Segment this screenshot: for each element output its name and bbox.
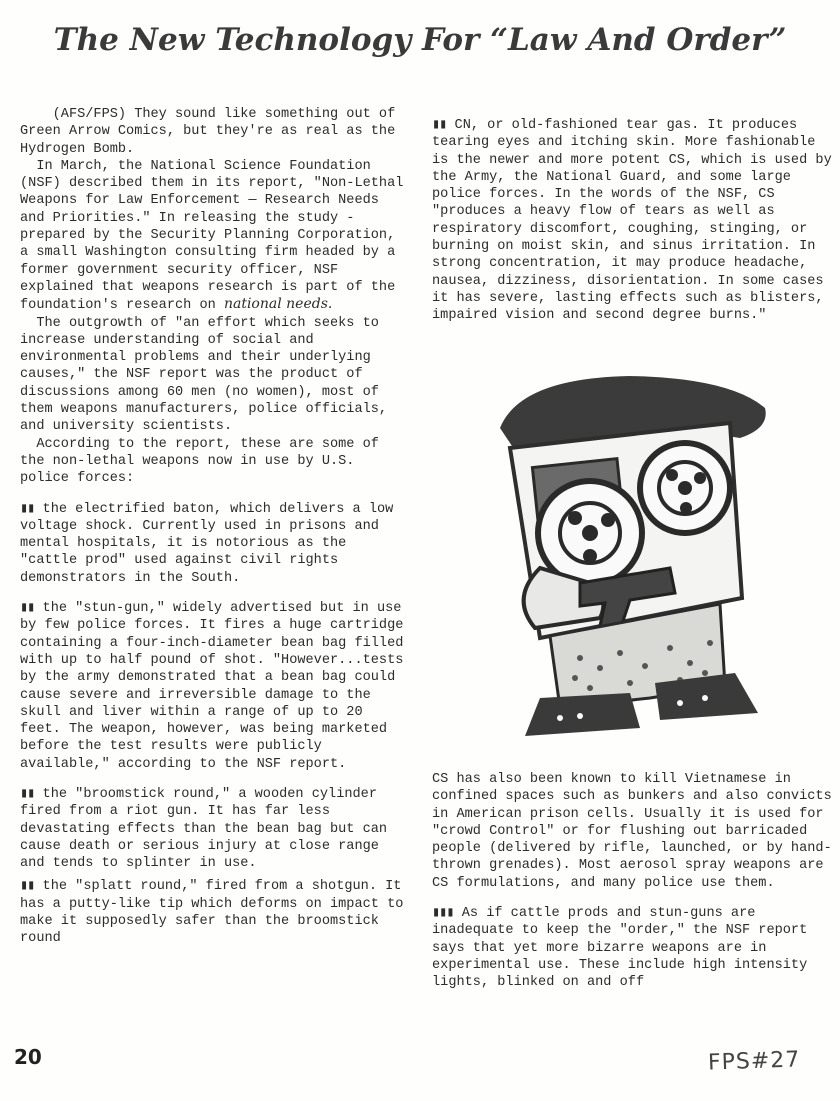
bullet-stun-gun: ▮▮ the "stun-gun," widely advertised but in use by few police forces. It fires a huge cartridge containing a four-inch-diameter bean bag filled with up to half pound of shot. "However...tests by the army demonstrated that a bean bag could cause severe and irreversible damage to the skull and liver within a range of up to 20 feet. The weapon, however, was being marketed before the test results were publicly available," according to the NSF report. <box>20 601 404 772</box>
bullet-mark-icon: ▮▮ <box>432 118 447 133</box>
paragraph-cs-deaths: CS has also been known to kill Vietnamese in confined spaces such as bunkers and also convicts in American prison cells. Usually it is used for "crowd Control" or for flushing out barricaded people (delivered by rifle, launched, or by hand-thrown grenades). Most aerosol spray weapons are CS formulations, and many police use them. <box>432 772 832 891</box>
paragraph-nsf-report <box>20 158 405 315</box>
national-needs-emphasis: national needs. <box>223 296 333 313</box>
article-title: The New Technology For “Law And Order” <box>53 22 787 58</box>
bullet-mark-icon: ▮▮ <box>20 879 35 895</box>
bullet-tear-gas: ▮▮ CN, or old-fashioned tear gas. It produces tearing eyes and itching skin. More fashionable is the newer and more potent CS, which is used by the Army, the National Guard, and some large police forces. In the words of the NSF, CS "produces a heavy flow of tears as well as respiratory discomfort, coughing, stinging, or burning on moist skin, and sinus irritation. In strong concentration, it may produce headache, nausea, dizziness, disorientation. In some cases it has severe, lasting effects such as blisters, impaired vision and second degree burns." <box>432 118 832 324</box>
paragraph-nsf-report-text: In March, the National Science Foundation (NSF) described them in its report, "Non-Lethal Weapons for Law Enforcement — Research Needs and Priorities." In releasing the study - prepared by the Security Planning Corporation, a small Washington consulting firm headed by a former government security officer, NSF explained that weapons research is part of the foundation's research on <box>20 158 404 314</box>
bullet-mark-icon: ▮▮ <box>20 786 35 802</box>
bullet-electrified-baton: ▮▮ the electrified baton, which delivers a low voltage shock. Currently used in prisons and mental hospitals, it is notorious as the "cattle prod" used against civil rights demonstrators in the South. <box>20 501 394 586</box>
paragraph-outgrowth: The outgrowth of "an effort which seeks to increase understanding of social and environmental problems and their underlying causes," the NSF report was the product of discussions among 60 men (no women), most of them weapons manufacturers, police officials, and university scientists. <box>20 315 388 435</box>
bullet-broomstick-round: ▮▮ the "broomstick round," a wooden cylinder fired from a riot gun. It has far less devastating effects than the bean bag but can cause death or serious injury at close range and tends to splinter in use. <box>20 786 388 872</box>
paragraph-intro: (AFS/FPS) They sound like something out of Green Arrow Comics, but they're as real as the Hydrogen Bomb. <box>20 107 396 157</box>
paragraph-according: According to the report, these are some of the non-lethal weapons now in use by U.S. police forces: <box>20 436 379 487</box>
bullet-experimental-weapons: ▮▮▮ As if cattle prods and stun-guns are inadequate to keep the "order," the NSF report says that yet more bizarre weapons are in experimental use. These include high intensity lights, blinked on and off <box>432 906 808 991</box>
left-column <box>20 106 405 948</box>
bullet-mark-icon: ▮▮ <box>20 501 35 517</box>
bullet-splatt-round: ▮▮ the "splatt round," fired from a shotgun. It has a putty-like tip which deforms on impact to make it supposedly safer than the broomstick round <box>20 879 404 947</box>
camera-cartoon-illustration <box>480 368 780 748</box>
right-column-bottom <box>432 771 832 992</box>
film-reel-icon <box>640 443 730 533</box>
bullet-mark-icon: ▮▮ <box>20 601 35 617</box>
right-column-top <box>432 117 832 325</box>
film-reel-icon <box>538 481 642 585</box>
page-number: 20 <box>14 1045 42 1069</box>
handwritten-mark: FPS#27 <box>707 1047 801 1076</box>
bullet-mark-icon: ▮▮▮ <box>432 906 454 922</box>
